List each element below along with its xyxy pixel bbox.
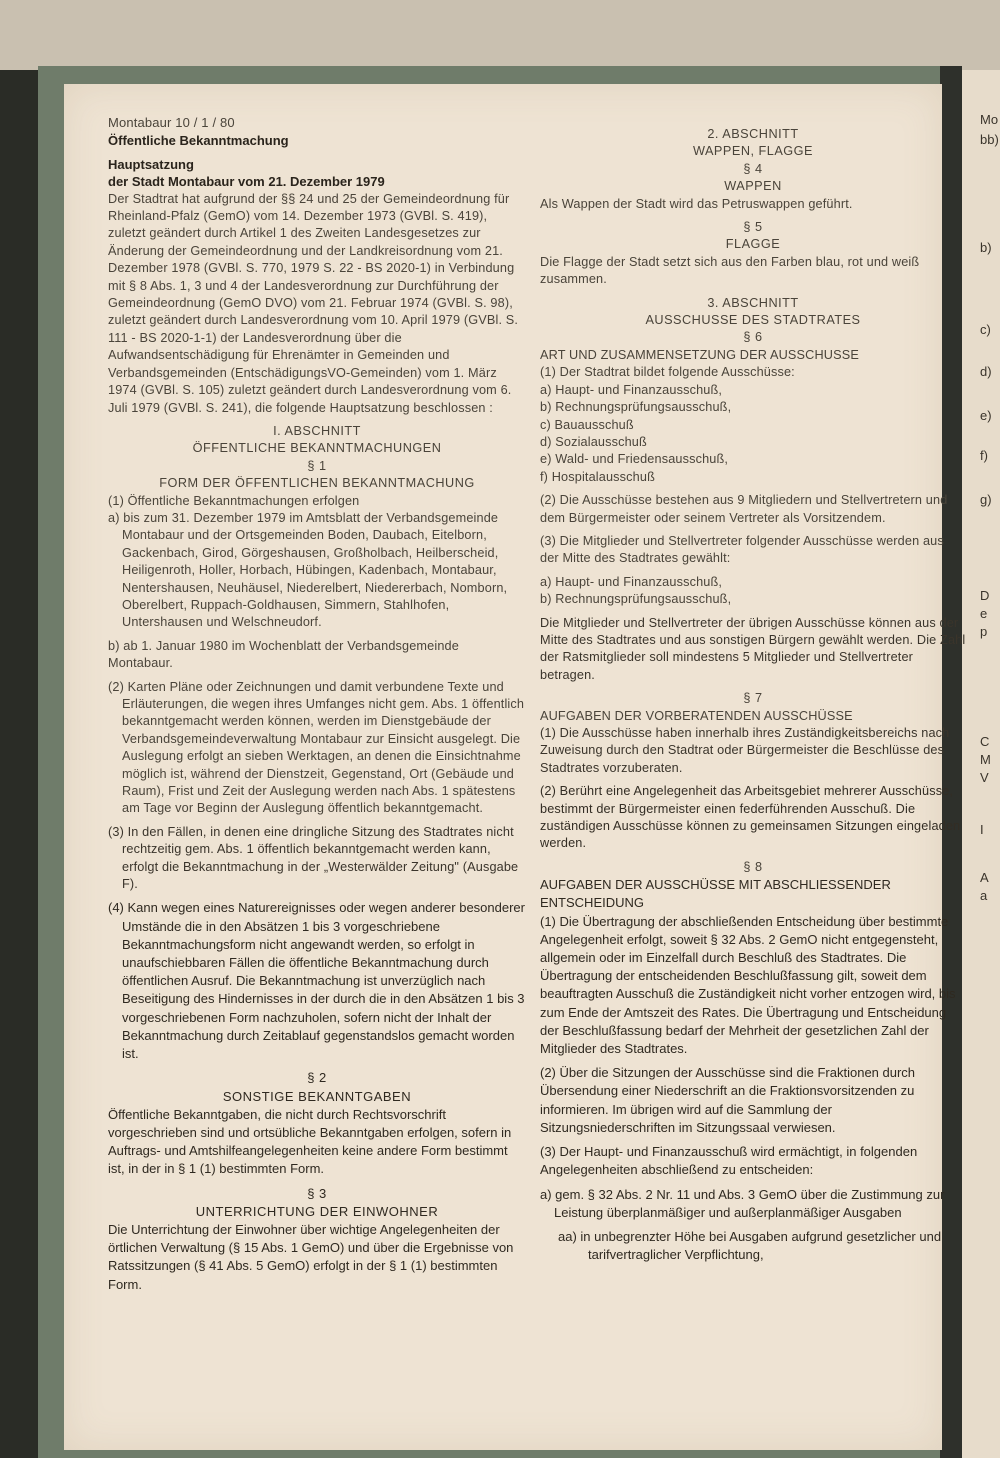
paragraph-text: (1) Öffentliche Bekanntmachungen erfolgen <box>108 493 360 508</box>
paragraph-number: § 7 <box>743 691 763 706</box>
document-reference: Montabaur 10 / 1 / 80 <box>108 115 235 130</box>
list-item: a) Haupt- und Finanzausschuß, <box>540 382 723 397</box>
section-heading: ÖFFENTLICHE BEKANNTMACHUNGEN <box>192 441 442 456</box>
margin-mark: g) <box>980 492 992 507</box>
paragraph-number: § 2 <box>307 1070 327 1086</box>
paragraph-text: (1) Die Übertragung der abschließenden Entscheidung über bestimmte Angelegenheit erfolgt, soweit § 32 Abs. 2 GemO nicht entgegensteht, allgemein oder im Einzelfall durch Beschluß des Stadtrates. Die Übertragung der entscheidenden Beschlußfassung gilt, soweit dem beauftragten Ausschuß die Zuständigkeit nicht vorher entzogen wird, bis zum Ende der Amtszeit des Rates. Die Übertragung und Entscheidung der Beschlußfassung bedarf der Mehrheit der gesetzlichen Zahl der Mitglieder des Stadtrates. <box>540 913 956 1057</box>
paragraph-title: AUFGABEN DER AUSSCHÜSSE MIT ABSCHLIESSENDER ENTSCHEIDUNG <box>540 877 891 911</box>
paragraph-number: § 6 <box>743 330 763 345</box>
paragraph-text: (3) Der Haupt- und Finanzausschuß wird ermächtigt, in folgenden Angelegenheiten abschließend zu entscheiden: <box>540 1144 918 1178</box>
margin-mark: a <box>980 888 988 903</box>
margin-mark: d) <box>980 364 992 379</box>
section-heading: WAPPEN, FLAGGE <box>692 144 814 159</box>
paragraph-number: § 4 <box>743 161 763 176</box>
list-item: aa) in unbegrenzter Höhe bei Ausgaben aufgrund gesetzlicher und tarifvertraglicher Verpflichtung, <box>558 1228 942 1263</box>
paragraph-text: (2) Die Ausschüsse bestehen aus 9 Mitgliedern und Stellvertretern und dem Bürgermeister oder seinem Vertreter als Vorsitzendem. <box>540 493 948 525</box>
scan-background-top <box>0 0 1000 70</box>
paragraph-text: Die Flagge der Stadt setzt sich aus den Farben blau, rot und weiß zusammen. <box>540 254 920 287</box>
margin-mark: M <box>980 752 991 767</box>
list-item: e) Wald- und Friedensausschuß, <box>540 452 729 467</box>
paragraph-title: AUFGABEN DER VORBERATENDEN AUSSCHÜSSE <box>540 708 853 723</box>
margin-mark: bb) <box>980 132 999 147</box>
paragraph-text: (1) Die Ausschüsse haben innerhalb ihres Zuständigkeitsbereichs nach Zuweisung durch den Stadtrat oder Bürgermeister die Beschlüsse des Stadtrates vorzuberaten. <box>540 726 950 775</box>
list-item: b) ab 1. Januar 1980 im Wochenblatt der Verbandsgemeinde Montabaur. <box>108 638 459 671</box>
paragraph-number: § 1 <box>307 458 327 473</box>
list-item: d) Sozialausschuß <box>540 434 647 449</box>
paragraph-text: (4) Kann wegen eines Naturereignisses oder wegen anderer besonderer Umstände die in den Absätzen 1 bis 3 vorgeschriebene Bekanntmachungsform nicht angewandt werden, so erfolgt in unaufschiebbaren Fällen die öffentliche Bekanntmachung durch öffentlichen Ausruf. Die Bekanntmachung ist unverzüglich nach Beseitigung des Hindernisses in der durch die in den Absätzen 1 bis 3 vorgeschriebenen Form nachzuholen, sofern nicht der Inhalt der Bekanntmachung durch Zeitablauf gegenstandslos gemacht worden ist. <box>108 900 525 1062</box>
document-kind: Öffentliche Bekanntmachung <box>108 133 289 149</box>
margin-mark: V <box>980 770 989 785</box>
margin-mark: C <box>980 734 990 749</box>
paragraph-text: Die Mitglieder und Stellvertreter der übrigen Ausschüsse können aus der Mitte des Stadtrates und aus sonstigen Bürgern gewählt werden. Die Zahl der Ratsmitglieder soll mindestens 5 Mitglieder und Stellvertreter betragen. <box>540 615 966 682</box>
document-subtitle: der Stadt Montabaur vom 21. Dezember 1979 <box>108 174 385 190</box>
list-item: a) Haupt- und Finanzausschuß, <box>540 574 723 589</box>
preamble: Der Stadtrat hat aufgrund der §§ 24 und 25 der Gemeindeordnung für Rheinland-Pfalz (GemO) vom 14. Dezember 1973 (GVBl. S. 419), zuletzt geändert durch Artikel 1 des Zweiten Landesgesetzes zur Änderung der Gemeindeordnung und der Landkreisordnung vom 21. Dezember 1978 (GVBl. S. 770, 1979 S. 22 - BS 2020-1) in Verbindung mit § 8 Abs. 1, 3 und 4 der Landesverordnung zur Durchführung der Gemeindeordnung (GemO DVO) vom 21. Februar 1974 (GVBl. S. 98), zuletzt geändert durch Landesverordnung vom 10. April 1979 (GVBl. S. 111 - BS 2020-1-1) der Landesverordnung über die Aufwandsentschädigung für Ehrenämter in Gemeinden und Verbandsgemeinden (EntschädigungsVO-Gemeinden) vom 1. März 1974 (GVBl. S. 105) zuletzt geändert durch Landesverordnung vom 6. Juli 1979 (GVBl. S. 241), die folgende Hauptsatzung beschlossen : <box>108 191 519 415</box>
paragraph-text: Als Wappen der Stadt wird das Petruswappen geführt. <box>540 196 853 211</box>
list-item: c) Bauausschuß <box>540 417 634 432</box>
document-title: Hauptsatzung <box>108 156 194 172</box>
paragraph-text: Die Unterrichtung der Einwohner über wichtige Angelegenheiten der örtlichen Verwaltung (§ 15 Abs. 1 GemO) und über die Ergebnisse von Ratssitzungen (§ 41 Abs. 5 GemO) erfolgt in der § 1 (1) bestimmten Form. <box>108 1221 514 1292</box>
section-heading: AUSSCHUSSE DES STADTRATES <box>645 313 861 328</box>
list-item: b) Rechnungsprüfungsausschuß, <box>540 592 732 607</box>
next-page-edge <box>962 70 1000 1458</box>
paragraph-title: FORM DER ÖFFENTLICHEN BEKANNTMACHUNG <box>159 476 475 491</box>
list-item: a) gem. § 32 Abs. 2 Nr. 11 und Abs. 3 GemO über die Zustimmung zur Leistung überplanmäßiger und außerplanmäßiger Ausgaben <box>540 1186 945 1220</box>
paragraph-number: § 3 <box>307 1185 327 1201</box>
list-item: b) Rechnungsprüfungsausschuß, <box>540 400 732 415</box>
margin-mark: p <box>980 624 988 639</box>
right-column <box>540 126 966 1264</box>
margin-mark: c) <box>980 322 991 337</box>
margin-mark: b) <box>980 240 992 255</box>
paragraph-title: UNTERRICHTUNG DER EINWOHNER <box>195 1203 439 1219</box>
paragraph-title: SONSTIGE BEKANNTGABEN <box>222 1088 412 1104</box>
margin-mark: f) <box>980 448 988 463</box>
margin-mark: Mo <box>980 112 999 127</box>
margin-mark: D <box>980 588 990 603</box>
paragraph-text: Öffentliche Bekanntgaben, die nicht durch Rechtsvorschrift vorgeschrieben sind und ortsübliche Bekanntgaben erfolgen, sofern in Auftrags- und Amtshilfeangelegenheiten keine andere Form bestimmt ist, in der in § 1 (1) bestimmten Form. <box>108 1106 512 1177</box>
margin-mark: I <box>980 822 984 837</box>
left-column <box>108 114 526 1294</box>
paragraph-text: (3) Die Mitglieder und Stellvertreter folgender Ausschüsse werden aus der Mitte des Stadtrates gewählt: <box>540 533 944 566</box>
paragraph-text: (2) Berührt eine Angelegenheit das Arbeitsgebiet mehrerer Ausschüsse, bestimmt der Bürgermeister einen federführenden Ausschuß. Die zuständigen Ausschüsse können zu gemeinsamen Sitzungen eingeladen werden. <box>540 784 961 851</box>
paragraph-number: § 8 <box>743 859 763 874</box>
section-heading: 2. ABSCHNITT <box>707 127 799 141</box>
paragraph-title: WAPPEN <box>724 179 782 194</box>
margin-mark: e) <box>980 408 992 423</box>
margin-mark: e <box>980 606 988 621</box>
document-page <box>64 84 966 1450</box>
paragraph-title: ART UND ZUSAMMENSETZUNG DER AUSSCHUSSE <box>540 347 859 362</box>
paragraph-text: (2) Karten Pläne oder Zeichnungen und damit verbundene Texte und Erläuterungen, die wegen ihres Umfanges nicht gem. Abs. 1 öffentlich bekanntgemacht werden können, werden im Dienstgebäude der Verbandsgemeindeverwaltung Montabaur zur Einsicht ausgelegt. Die Auslegung erfolgt an sieben Werktagen, an denen die Einsichtnahme möglich ist, während der Dienstzeit, Gegenstand, Ort (Gebäude und Raum), Frist und Zeit der Auslegung werden nach Abs. 1 spätestens am Tage vor Beginn der Auslegung öffentlich bekanntgemacht. <box>108 679 525 816</box>
list-item: a) bis zum 31. Dezember 1979 im Amtsblatt der Verbandsgemeinde Montabaur und der Ortsgemeinden Boden, Daubach, Eitelborn, Gackenbach, Girod, Görgeshausen, Großholbach, Heilberscheid, Heiligenroth, Holler, Horbach, Hübingen, Kadenbach, Montabaur, Nentershausen, Neuhäusel, Niederelbert, Niedererbach, Nomborn, Oberelbert, Ruppach-Goldhausen, Simmern, Stahlhofen, Untershausen und Welschneudorf. <box>108 510 508 630</box>
paragraph-number: § 5 <box>743 220 763 235</box>
paragraph-text: (3) In den Fällen, in denen eine dringliche Sitzung des Stadtrates nicht rechtzeitig gem. Abs. 1 öffentlich bekanntgemacht werden kann, erfolgt die Bekanntmachung in der „Westerwälder Zeitung" (Ausgabe F). <box>108 824 519 892</box>
margin-mark: A <box>980 870 989 885</box>
paragraph-text: (2) Über die Sitzungen der Ausschüsse sind die Fraktionen durch Übersendung einer Niederschrift an die Fraktionsvorsitzenden zu informieren. Im übrigen wird auf die Sammlung der Sitzungsniederschriften im Sitzungssaal verwiesen. <box>540 1065 916 1135</box>
list-item: f) Hospitalausschuß <box>540 469 655 484</box>
paragraph-title: FLAGGE <box>725 237 781 252</box>
paragraph-text: (1) Der Stadtrat bildet folgende Ausschüsse: <box>540 365 795 380</box>
section-heading: I. ABSCHNITT <box>273 423 361 438</box>
section-heading: 3. ABSCHNITT <box>707 295 799 310</box>
scan-background-left <box>0 70 38 1458</box>
